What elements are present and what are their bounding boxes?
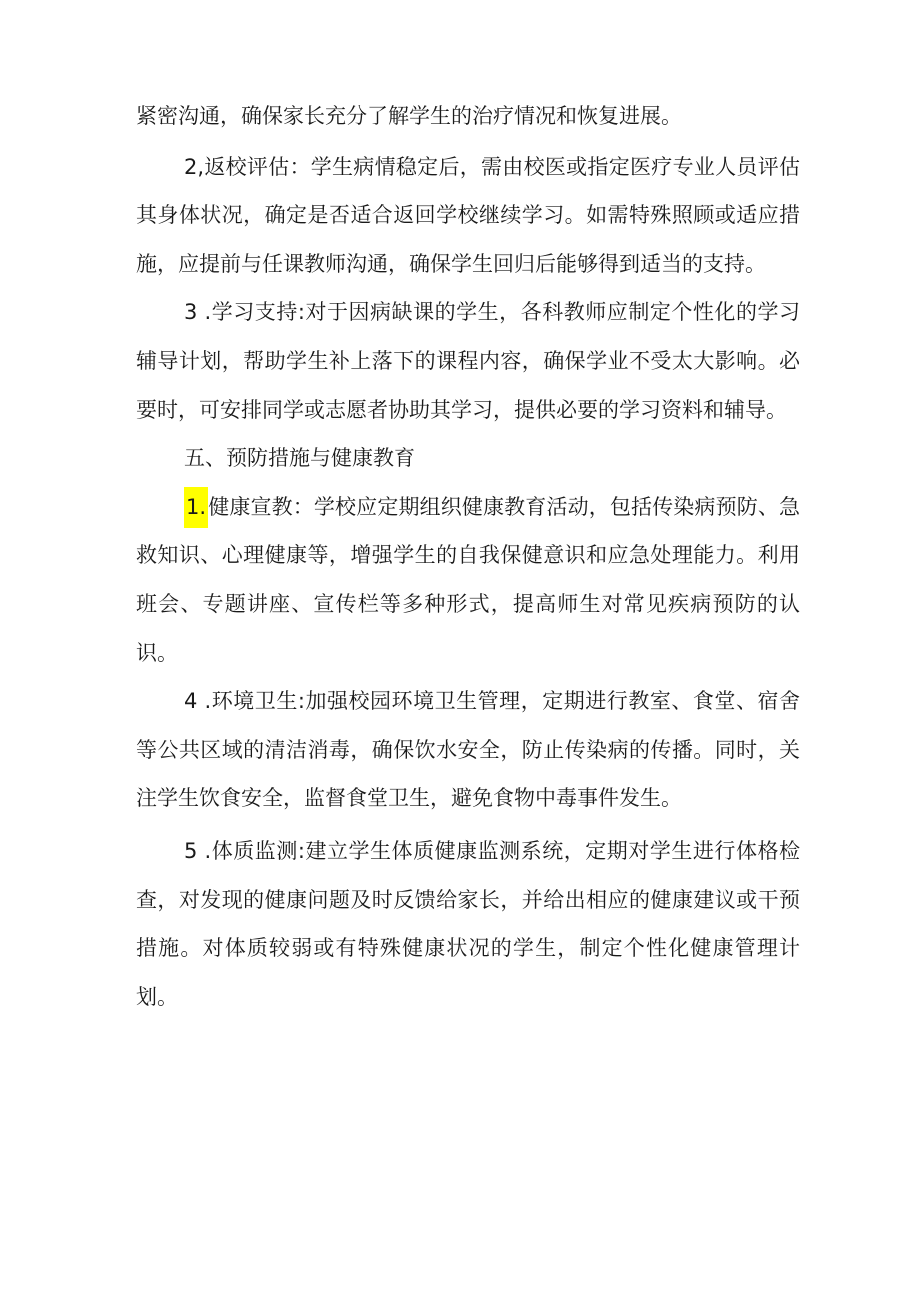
paragraph-health-education	[136, 483, 800, 677]
section-heading: 五、预防措施与健康教育	[184, 446, 415, 471]
paragraph-health-education-text: 健康宣教：学校应定期组织健康教育活动，包括传染病预防、急救知识、心理健康等，增强学生的自我保健意识和应急处理能力。利用班会、专题讲座、宣传栏等多种形式，提高师生对常见疾病预防的认识。	[136, 494, 800, 665]
paragraph-environment-hygiene: 4 .环境卫生:加强校园环境卫生管理，定期进行教室、食堂、宿舍等公共区域的清洁消毒，确保饮水安全，防止传染病的传播。同时，关注学生饮食安全，监督食堂卫生，避免食物中毒事件发生。	[136, 689, 800, 811]
paragraph-learning-support: 3 .学习支持:对于因病缺课的学生，各科教师应制定个性化的学习辅导计划，帮助学生补上落下的课程内容，确保学业不受太大影响。必要时，可安排同学或志愿者协助其学习，提供必要的学习资料和辅导。	[136, 300, 800, 422]
paragraph-continuation: 紧密沟通，确保家长充分了解学生的治疗情况和恢复进展。	[136, 104, 682, 128]
document-body	[136, 92, 800, 1027]
paragraph-physical-monitoring: 5 .体质监测:建立学生体质健康监测系统，定期对学生进行体格检查，对发现的健康问题及时反馈给家长，并给出相应的健康建议或干预措施。对体质较弱或有特殊健康状况的学生，制定个性化健康管理计划。	[136, 838, 800, 1009]
highlighted-list-number: 1.	[184, 487, 208, 528]
paragraph-return-assessment: 2,返校评估：学生病情稳定后，需由校医或指定医疗专业人员评估其身体状况，确定是否适合返回学校继续学习。如需特殊照顾或适应措施，应提前与任课教师沟通，确保学生回归后能够得到适当的支持。	[136, 154, 800, 276]
